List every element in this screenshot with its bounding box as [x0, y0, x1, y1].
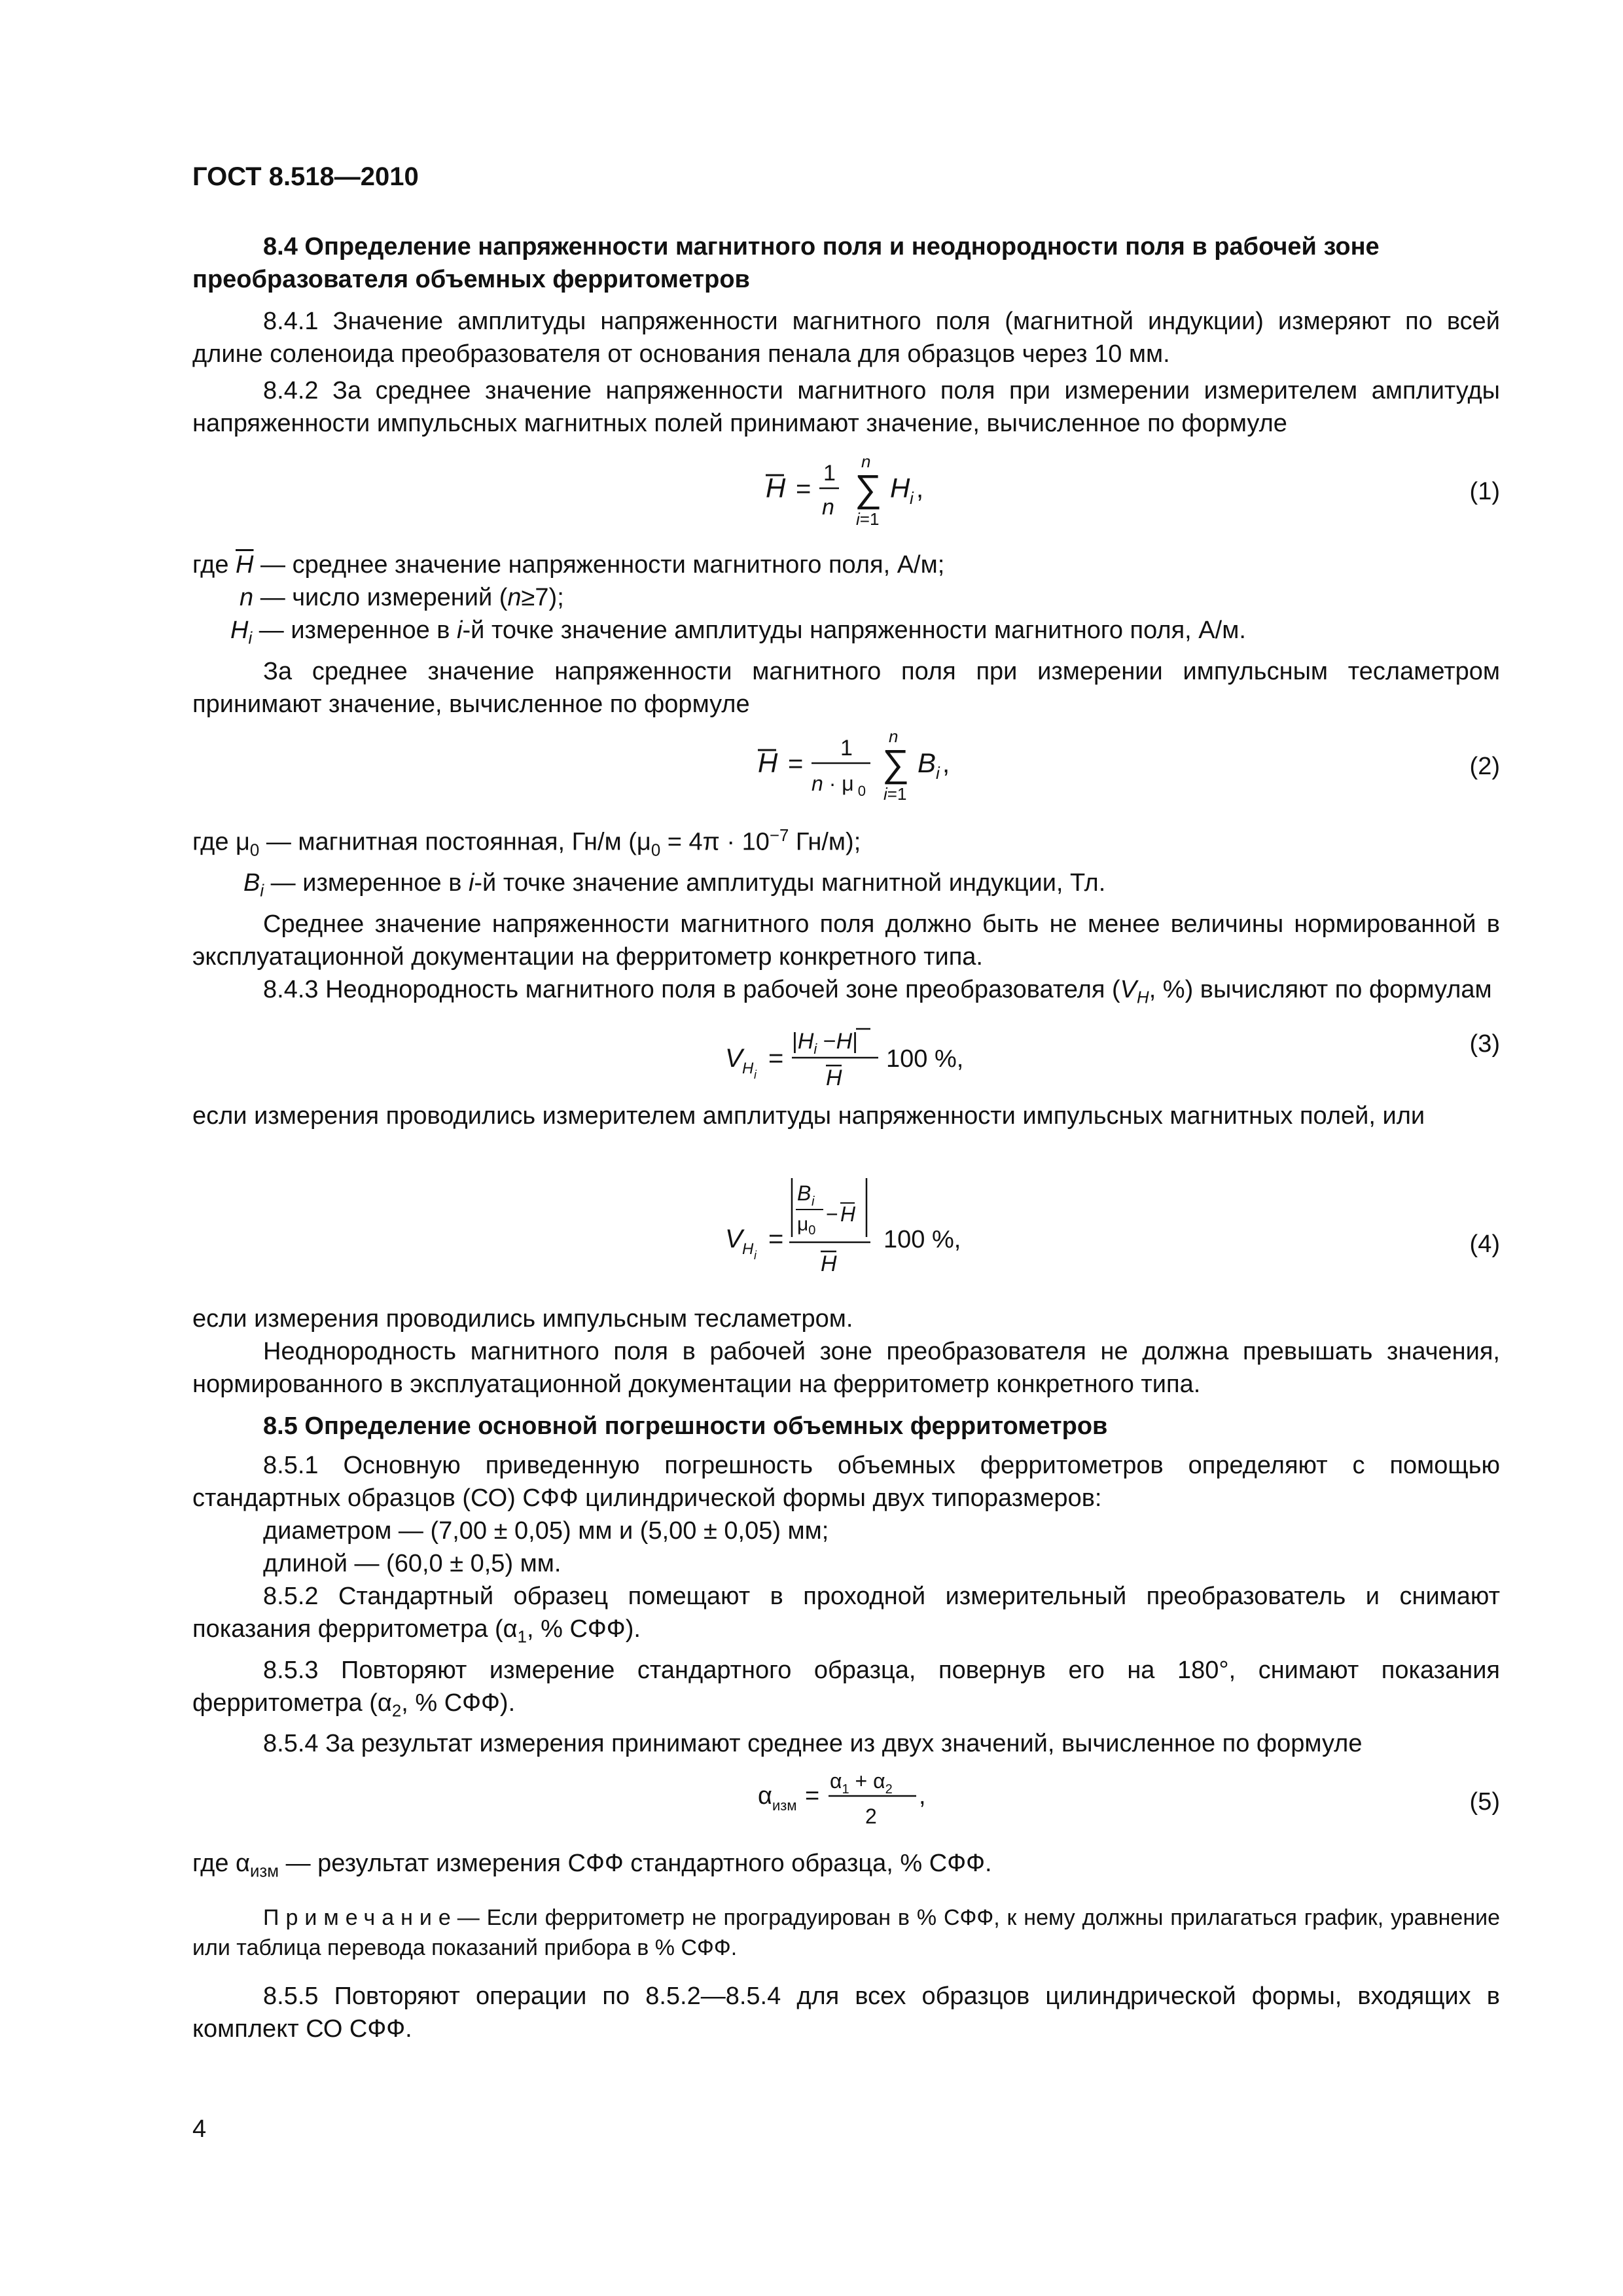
svg-text:100 %,: 100 %,	[886, 1045, 964, 1073]
section-heading-8-4: 8.4 Определение напряженности магнитного поля и неоднородности поля в рабочей зоне преобразователя объемных ферритометров	[192, 233, 1380, 293]
condition-block-2	[192, 1302, 1500, 1760]
para-tesla: За среднее значение напряженности магнитного поля при измерении импульсным тесламетром принимают значение, вычисленное по формуле	[192, 657, 1500, 718]
equation-5	[753, 1761, 975, 1839]
where-mu0-text-3: Гн/м);	[795, 828, 861, 856]
svg-text:i: i	[754, 1068, 757, 1081]
svg-text:H: H	[890, 473, 910, 503]
where-line-alpha: где $\alpha_{изм}$ — результат измерения СФФ стандартного образца, % СФФ.	[192, 1850, 992, 1881]
svg-text:i: i	[754, 1249, 757, 1262]
svg-text:,: ,	[942, 749, 950, 778]
para-8-5-3-text: 8.5.3 Повторяют измерение стандартного образца, повернув его на 180°, снимают показания ферритометра (α	[192, 1656, 1500, 1717]
svg-text:B: B	[797, 1181, 812, 1205]
where-bi-text-2: -й точке значение амплитуды магнитной индукции, Тл.	[474, 869, 1106, 897]
svg-text:B: B	[918, 747, 936, 778]
where-hi-text: — измеренное в	[259, 617, 450, 644]
para-8-5-3-tail: , % СФФ).	[401, 1689, 516, 1717]
section-heading-8-5: 8.5 Определение основной погрешности объемных ферритометров	[263, 1412, 1108, 1440]
para-8-4-2: 8.4.2 За среднее значение напряженности магнитного поля при измерении измерителем амплитуды напряженности импульсных магнитных полей принимают значение, вычисленное по формуле	[192, 377, 1500, 437]
where-block-1	[192, 548, 1500, 721]
equation-number-2: (2)	[1469, 753, 1500, 780]
svg-text:i=1: i=1	[856, 509, 880, 529]
where-line-h-bar: где $\overline{H}$ — среднее значение напряженности магнитного поля, А/м;	[192, 551, 945, 579]
svg-text:H: H	[821, 1251, 837, 1276]
svg-text:1: 1	[823, 461, 836, 486]
para-8-5-2-tail: , % СФФ).	[527, 1615, 641, 1643]
para-8-4-1: 8.4.1 Значение амплитуды напряженности магнитного поля (магнитной индукции) измеряют по всей длине соленоида преобразователя от основания пенала для образцов через 10 мм.	[192, 308, 1500, 368]
svg-text:=: =	[788, 749, 804, 778]
para-8-5-1: 8.5.1 Основную приведенную погрешность объемных ферритометров определяют с помощью стандартных образцов (СО) СФФ цилиндрической формы двух типоразмеров:	[192, 1452, 1500, 1512]
svg-text:V: V	[725, 1044, 743, 1073]
svg-text:=: =	[805, 1782, 820, 1810]
where-line-n: n — число измерений (n≥7);	[240, 584, 564, 611]
para-length: длиной — (60,0 ± 0,5) мм.	[263, 1550, 562, 1577]
svg-text:H: H	[742, 1240, 754, 1258]
document-header: ГОСТ 8.518—2010	[192, 162, 419, 191]
section-8-4	[192, 230, 1500, 440]
where-line-bi: $B_i$ — измеренное в i-й точке значение амплитуды магнитной индукции, Тл.	[243, 869, 1106, 901]
svg-text:100 %,: 100 %,	[883, 1226, 961, 1253]
where-block-2	[192, 819, 1500, 1014]
para-if-tesla: если измерения проводились импульсным тесламетром.	[192, 1305, 853, 1333]
svg-text:H: H	[758, 747, 778, 778]
svg-text:i=1: i=1	[883, 784, 907, 804]
svg-text:=: =	[768, 1044, 784, 1073]
svg-text:n: n	[889, 726, 899, 746]
para-mean-value: Среднее значение напряженности магнитного поля должно быть не менее величины нормированной в эксплуатационной документации на ферритометр конкретного типа.	[192, 910, 1500, 971]
svg-text:,: ,	[919, 1782, 926, 1810]
svg-text:i: i	[936, 763, 940, 783]
equation-number-5: (5)	[1469, 1788, 1500, 1816]
condition-block-1	[192, 1100, 1500, 1132]
svg-text:H: H	[742, 1060, 754, 1077]
where-n-text-2: ≥7);	[521, 584, 564, 611]
svg-text:изм: изм	[772, 1797, 797, 1814]
para-if-meter: если измерения проводились измерителем амплитуды напряженности импульсных магнитных полей, или	[192, 1102, 1425, 1130]
svg-text:α1 + α2: $\alpha_1 + \alpha_2$	[830, 1769, 893, 1797]
svg-text:H: H	[826, 1066, 842, 1090]
para-8-5-5: 8.5.5 Повторяют операции по 8.5.2—8.5.4 для всех образцов цилиндрической формы, входящих в комплект СО СФФ.	[192, 1982, 1500, 2043]
equation-3	[719, 1020, 993, 1105]
equation-1	[759, 452, 969, 537]
equation-4	[719, 1169, 993, 1300]
svg-text:,: ,	[916, 475, 924, 503]
where-line-hi: $H_i$ — измеренное в i-й точке значение амплитуды напряженности магнитного поля, А/м.	[230, 617, 1246, 648]
svg-text:1: 1	[840, 736, 853, 761]
note-label: Примечание	[263, 1905, 457, 1930]
where-hi-text-2: -й точке значение амплитуды напряженности магнитного поля, А/м.	[462, 617, 1246, 644]
para-8-4-3-text-b: , %) вычисляют по формулам	[1149, 975, 1492, 1003]
svg-text:μ0: $\mu_0$	[797, 1213, 816, 1238]
page-number: 4	[192, 2115, 207, 2143]
para-8-5-2-text: 8.5.2 Стандартный образец помещают в проходной измерительный преобразователь и снимают показания ферритометра (α	[192, 1583, 1500, 1643]
svg-text:|Hi −H|: $|H_i -H|$	[792, 1029, 859, 1057]
svg-text:H: H	[840, 1202, 856, 1226]
where-mu0-text: — магнитная постоянная, Гн/м (μ	[266, 828, 651, 856]
svg-text:2: 2	[865, 1804, 877, 1828]
where-mu0-text-2: = 4π · 10	[660, 828, 770, 856]
where-n-text: — число измерений (	[260, 584, 508, 611]
para-nonuniformity: Неоднородность магнитного поля в рабочей зоне преобразователя не должна превышать значения, нормированного в эксплуатационной документации на ферритометр конкретного типа.	[192, 1338, 1500, 1398]
svg-text:−: −	[826, 1202, 838, 1226]
equation-number-3: (3)	[1469, 1030, 1500, 1058]
svg-text:i: i	[812, 1194, 815, 1209]
svg-text:=: =	[768, 1225, 784, 1253]
where-line-mu0: где $\mu_0$ — магнитная постоянная, Гн/м ($\mu_0 = 4\pi \cdot 10^{-7}$ Гн/м);	[192, 827, 861, 860]
svg-text:∑: ∑	[882, 742, 910, 785]
para-8-5-4: 8.5.4 За результат измерения принимают среднее из двух значений, вычисленное по формуле	[263, 1730, 1363, 1758]
para-8-4-3-text-a: 8.4.3 Неоднородность магнитного поля в рабочей зоне преобразователя (	[263, 975, 1120, 1003]
para-8-5-2: 8.5.2 Стандартный образец помещают в проходной измерительный преобразователь и снимают показания ферритометра ($\alpha_1$, % СФФ).	[192, 1583, 1500, 1647]
equation-number-1: (1)	[1469, 478, 1500, 505]
where-block-5	[192, 1847, 1500, 2045]
para-diameter: диаметром — (7,00 ± 0,05) мм и (5,00 ± 0,05) мм;	[263, 1517, 829, 1545]
svg-text:=: =	[796, 475, 812, 503]
equation-2	[751, 725, 1000, 817]
where-bi-text: — измеренное в	[270, 869, 462, 897]
para-8-5-3: 8.5.3 Повторяют измерение стандартного образца, повернув его на 180°, снимают показания ферритометра ($\alpha_2$, % СФФ).	[192, 1656, 1500, 1721]
where-alpha-text: — результат измерения СФФ стандартного образца, % СФФ.	[285, 1850, 992, 1877]
svg-text:n: n	[861, 452, 871, 471]
equation-number-4: (4)	[1469, 1230, 1500, 1258]
svg-text:n · μ 0: n · μ $_0$	[812, 772, 866, 799]
svg-text:i: i	[910, 488, 914, 508]
para-8-4-3: 8.4.3 Неоднородность магнитного поля в рабочей зоне преобразователя ($V_H$, %) вычисляют по формулам	[263, 975, 1492, 1007]
svg-text:V: V	[725, 1225, 743, 1253]
note-text: — Если ферритометр не проградуирован в % СФФ, к нему должны прилагаться график, уравнение или таблица перевода показаний прибора в % СФФ.	[192, 1905, 1500, 1960]
svg-text:∑: ∑	[855, 467, 882, 510]
svg-text:α: α	[758, 1782, 772, 1810]
note	[192, 1903, 1500, 1963]
svg-text:n: n	[822, 495, 834, 520]
svg-text:H: H	[766, 473, 786, 503]
where-h-bar-text: — среднее значение напряженности магнитного поля, А/м;	[260, 551, 945, 579]
